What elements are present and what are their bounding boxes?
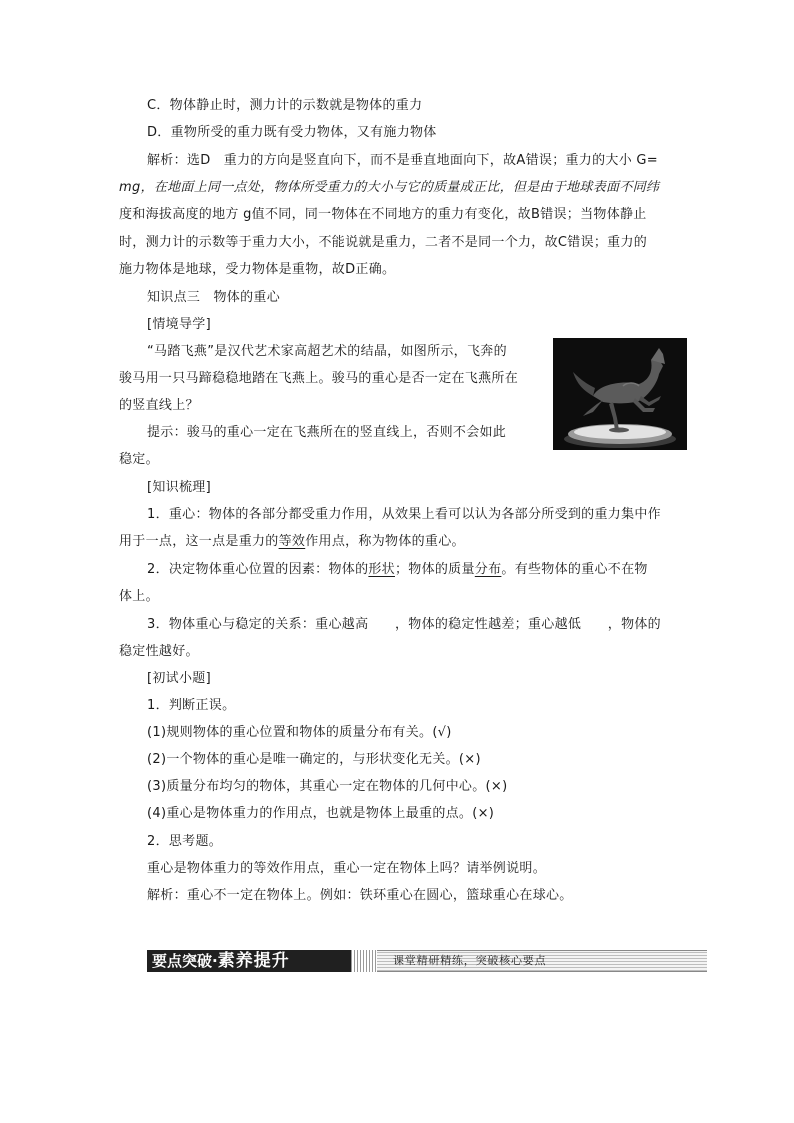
banner-subtitle: 课堂精研精练，突破核心要点 (377, 950, 707, 972)
quiz-statement-3: (3)质量分布均匀的物体，其重心一定在物体的几何中心。(×) (147, 779, 508, 794)
situation-text-1: “马踏飞燕”是汉代艺术家高超艺术的结晶，如图所示，飞奔的 (147, 344, 507, 359)
banner-divider (351, 950, 377, 972)
banner-title: 要点突破·素养提升 (147, 950, 351, 972)
knowledge-1-line-1: 1．重心：物体的各部分都受重力作用，从效果上看可以认为各部分所受到的重力集中作 (147, 507, 661, 522)
quiz-question: 重心是物体重力的等效作用点，重心一定在物体上吗？请举例说明。 (147, 861, 547, 876)
knowledge-3-line-2: 稳定性越好。 (119, 644, 199, 659)
situation-text-2: 骏马用一只马蹄稳稳地踏在飞燕上。骏马的重心是否一定在飞燕所在 (119, 371, 519, 386)
option-d: D．重物所受的重力既有受力物体，又有施力物体 (147, 125, 437, 140)
quiz-statement-2: (2)一个物体的重心是唯一确定的，与形状变化无关。(×) (147, 752, 481, 767)
situation-text-3: 的竖直线上？ (119, 398, 199, 413)
hint-text-2: 稳定。 (119, 452, 159, 467)
knowledge-2-line-1: 2．决定物体重心位置的因素：物体的形状；物体的质量分布。有些物体的重心不在物 (147, 562, 648, 577)
hint-text-1: 提示：骏马的重心一定在飞燕所在的竖直线上，否则不会如此 (147, 425, 507, 440)
situation-heading: [情境导学] (147, 317, 211, 332)
knowledge-heading: [知识梳理] (147, 480, 211, 495)
analysis-line-3: 度和海拔高度的地方 g值不同，同一物体在不同地方的重力有变化，故B错误；当物体静止 (119, 207, 647, 222)
quiz-item-2: 2．思考题。 (147, 834, 223, 849)
analysis-line-4: 时，测力计的示数等于重力大小，不能说就是重力，二者不是同一个力，故C错误；重力的 (119, 235, 648, 250)
quiz-statement-1: (1)规则物体的重心位置和物体的质量分布有关。(√) (147, 725, 452, 740)
section-title: 知识点三 物体的重心 (147, 290, 281, 305)
knowledge-3-line-1: 3．物体重心与稳定的关系：重心越高 ，物体的稳定性越差；重心越低 ，物体的 (147, 617, 661, 632)
galloping-horse-photo (553, 338, 687, 450)
quiz-statement-4: (4)重心是物体重力的作用点，也就是物体上最重的点。(×) (147, 806, 495, 821)
analysis-line-5: 施力物体是地球，受力物体是重物，故D正确。 (119, 262, 396, 277)
analysis-line-1: 解析：选D 重力的方向是竖直向下，而不是垂直地面向下，故A错误；重力的大小 G= (147, 153, 659, 168)
quiz-heading: [初试小题] (147, 671, 211, 686)
knowledge-1-line-2: 用于一点，这一点是重力的等效作用点，称为物体的重心。 (119, 534, 465, 549)
option-c: C．物体静止时，测力计的示数就是物体的重力 (147, 98, 423, 113)
analysis-line-2: mg，在地面上同一点处，物体所受重力的大小与它的质量成正比，但是由于地球表面不同纬 (119, 180, 660, 195)
section-banner (147, 950, 707, 972)
quiz-item-1: 1．判断正误。 (147, 698, 236, 713)
quiz-answer: 解析：重心不一定在物体上。例如：铁环重心在圆心，篮球重心在球心。 (147, 888, 573, 903)
knowledge-2-line-2: 体上。 (119, 589, 159, 604)
